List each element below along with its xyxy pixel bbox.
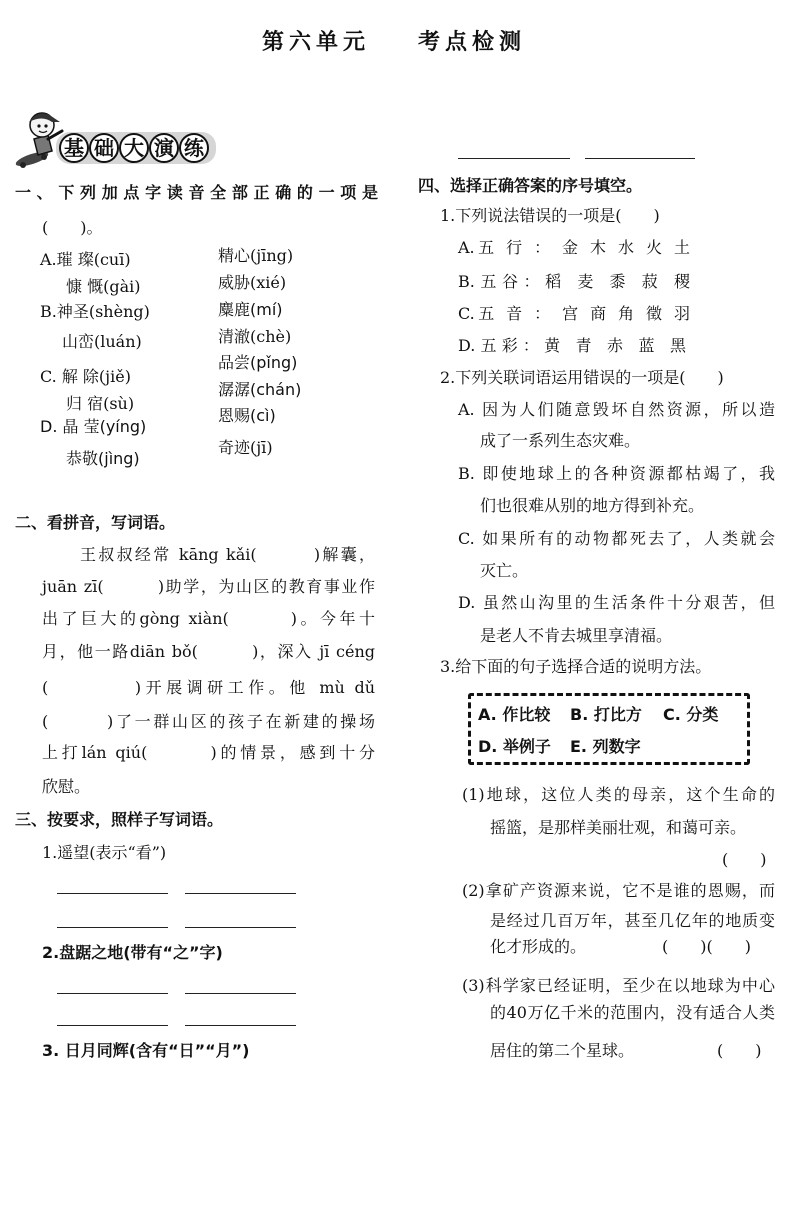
page-title-unit: 第六单元: [262, 29, 371, 55]
option-word: 奇迹(jī): [218, 438, 273, 457]
sub-question-line: (1)地球，这位人类的母亲，这个生命的: [462, 785, 775, 804]
method-option: B. 打比方: [570, 705, 642, 724]
answer-blank: ( ): [722, 850, 767, 869]
option-b-word1: B.神圣(shèng): [40, 302, 150, 321]
option-word: 潺潺(chán): [218, 380, 302, 399]
passage-line: 欣慰。: [42, 777, 91, 796]
sub-question-line: 的40万亿千米的范围内，没有适合人类: [490, 1003, 775, 1022]
methods-box: [468, 693, 750, 765]
answer-blank: ( )。: [42, 218, 103, 237]
section2-heading: 二、看拼音，写词语。: [15, 513, 176, 532]
sub-question-line: (3)科学家已经证明，至少在以地球为中心: [462, 976, 775, 995]
option-b-word2: 山峦(luán): [62, 332, 142, 351]
passage-line: ( )开展调研工作。他 mù dǔ: [42, 678, 375, 697]
choice-option: A. 因为人们随意毁坏自然资源，所以造: [458, 400, 775, 419]
choice-option: D. 虽然山沟里的生活条件十分艰苦，但: [458, 593, 775, 612]
passage-line: 上打lán qiú( )的情景，感到十分: [42, 743, 375, 762]
passage-line: 出了巨大的gòng xiàn( )。今年十: [42, 609, 375, 628]
method-option: C. 分类: [663, 705, 719, 724]
option-word: 品尝(pǐng): [218, 353, 298, 372]
choice-option-cont: 灭亡。: [480, 561, 529, 580]
option-d-word2: 恭敬(jìng): [66, 449, 140, 468]
option-word: 清澈(chè): [218, 327, 292, 346]
choice-option-cont: 是老人不肯去城里享清福。: [480, 626, 673, 645]
passage-line: juān zī( )助学，为山区的教育事业作: [42, 577, 375, 596]
choice-option: C.五 音 ： 宫 商 角 徵 羽: [458, 304, 690, 323]
sub-question-line: 居住的第二个星球。: [490, 1041, 635, 1060]
name-answer-line: [585, 158, 695, 159]
answer-line: [57, 1025, 168, 1026]
choice-option-cont: 们也很难从别的地方得到补充。: [480, 496, 705, 515]
choice-option: B.五谷：稻 麦 黍 菽 稷: [458, 272, 690, 291]
task-item: 1.遥望(表示“看”): [42, 843, 167, 862]
option-c-word2: 归 宿(sù): [66, 394, 135, 413]
option-word: 恩赐(cì): [218, 406, 276, 425]
option-word: 威胁(xié): [218, 273, 287, 292]
question-stem: 1.下列说法错误的一项是( ): [440, 206, 660, 225]
method-option: E. 列数字: [570, 737, 641, 756]
option-c-word1: C. 解 除(jiě): [40, 367, 131, 386]
answer-line: [185, 927, 296, 928]
answer-blank: ( ): [717, 1041, 762, 1060]
answer-line: [57, 993, 168, 994]
choice-option: B. 即使地球上的各种资源都枯竭了，我: [458, 464, 775, 483]
method-option: D. 举例子: [478, 737, 551, 756]
sub-question-line: 摇篮，是那样美丽壮观，和蔼可亲。: [490, 818, 747, 837]
choice-option-cont: 成了一系列生态灾难。: [480, 431, 641, 450]
answer-line: [57, 927, 168, 928]
option-a-word2: 慷 慨(gài): [66, 277, 141, 296]
section3-heading: 三、按要求，照样子写词语。: [15, 810, 224, 829]
name-answer-line: [458, 158, 570, 159]
passage-line: 月，他一路diān bǒ( )，深入 jī céng: [42, 642, 375, 661]
option-word: 麋鹿(mí): [218, 300, 283, 319]
section1-heading: 一、下列加点字读音全部正确的一项是: [15, 183, 378, 202]
option-word: 精心(jīng): [218, 246, 294, 265]
option-a-word1: A.璀 璨(cuī): [40, 250, 131, 269]
answer-line: [57, 893, 168, 894]
section4-heading: 四、选择正确答案的序号填空。: [418, 176, 643, 195]
task-item: 2.盘踞之地(带有“之”字): [42, 943, 223, 962]
answer-line: [185, 1025, 296, 1026]
task-item: 3. 日月同辉(含有“日”“月”): [42, 1041, 250, 1060]
question-stem: 2.下列关联词语运用错误的一项是( ): [440, 368, 724, 387]
passage-line: 王叔叔经常 kāng kǎi( )解囊，: [80, 545, 375, 564]
page-title-name: 考点检测: [418, 29, 527, 55]
choice-option: C. 如果所有的动物都死去了，人类就会: [458, 529, 775, 548]
answer-line: [185, 993, 296, 994]
sub-question-line: 化才形成的。: [490, 937, 587, 956]
choice-option: D.五彩：黄 青 赤 蓝 黑: [458, 336, 686, 355]
section-banner: [12, 105, 222, 170]
passage-line: ( )了一群山区的孩子在新建的操场: [42, 712, 375, 731]
sub-question-line: 是经过几百万年，甚至几亿年的地质变: [490, 911, 775, 930]
choice-option: A.五 行 ： 金 木 水 火 土: [458, 238, 690, 257]
banner-label: 基础大演练: [64, 136, 214, 160]
method-option: A. 作比较: [478, 705, 551, 724]
option-d-word1: D. 晶 莹(yíng): [40, 417, 147, 436]
question-stem: 3.给下面的句子选择合适的说明方法。: [440, 657, 712, 676]
answer-blank: ( )( ): [662, 937, 751, 956]
sub-question-line: (2)拿矿产资源来说，它不是谁的恩赐，而: [462, 881, 775, 900]
answer-line: [185, 893, 296, 894]
